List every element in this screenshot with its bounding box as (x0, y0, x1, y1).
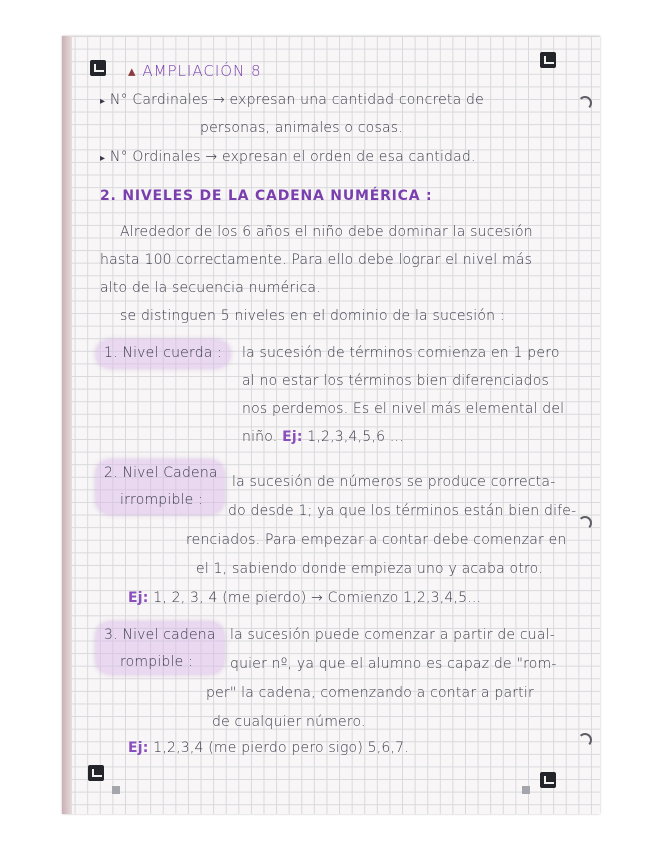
paragraph-line: hasta 100 correctamente. Para ello debe lograr el nivel más (100, 252, 533, 268)
example-prefix: Ej: (128, 590, 149, 606)
corner-mark-icon (540, 52, 556, 68)
level-label: 3. Nivel cadena (104, 627, 216, 643)
paragraph-line: se distinguen 5 niveles en el dominio de la sucesión : (120, 308, 505, 324)
example-prefix: Ej: (282, 429, 303, 445)
corner-dot-icon (522, 786, 530, 794)
paragraph-line: Alrededor de los 6 años el niño debe dominar la sucesión (120, 224, 533, 240)
example-text: 1,2,3,4,5,6 ... (307, 429, 404, 445)
list-item: ▸ N° Ordinales → expresan el orden de esa cantidad. (100, 149, 476, 165)
section-title: ▴ AMPLIACIÓN 8 (128, 62, 262, 80)
level-label: irrompible : (120, 492, 204, 508)
level-text-line: per" la cadena, comenzando a contar a partir (206, 685, 534, 701)
corner-mark-icon (540, 772, 556, 788)
binder-ring-icon (578, 733, 592, 747)
example-text: 1,2,3,4 (me pierdo pero sigo) 5,6,7. (153, 740, 409, 756)
example-prefix: Ej: (128, 740, 149, 756)
list-item: ▸ N° Cardinales → expresan una cantidad concreta de (100, 92, 484, 108)
example-line (128, 590, 481, 606)
corner-mark-icon (88, 765, 104, 781)
binder-ring-icon (578, 516, 592, 530)
corner-mark-icon (90, 60, 106, 76)
level-text-line: quier nº, ya que el alumno es capaz de "rom- (230, 656, 557, 672)
example-text: 1, 2, 3, 4 (me pierdo) → Comienzo 1,2,3,4,5... (153, 590, 482, 606)
level-text-line: niño. Ej: 1,2,3,4,5,6 ... (242, 429, 404, 445)
list-item-continuation: personas, animales o cosas. (200, 120, 403, 136)
level-text-line: do desde 1; ya que los términos están bien dife- (228, 503, 577, 519)
level-label: 1. Nivel cuerda : (104, 345, 223, 361)
level-text-line: al no estar los términos bien diferenciados (242, 373, 549, 389)
example-line (128, 740, 409, 756)
corner-dot-icon (112, 786, 120, 794)
level-text-line: renciados. Para empezar a contar debe comenzar en (186, 532, 567, 548)
binder-edge (62, 36, 72, 814)
warning-triangle-icon: ▴ (128, 62, 137, 80)
level-text-line: de cualquier número. (212, 714, 366, 730)
level-text-line: la sucesión de números se produce correcta- (232, 474, 556, 490)
paragraph-line: alto de la secuencia numérica. (100, 280, 321, 296)
binder-ring-icon (578, 96, 592, 110)
level-text-line: nos perdemos. Es el nivel más elemental del (242, 401, 565, 417)
level-text-line: el 1, sabiendo donde empieza uno y acaba otro. (196, 561, 543, 577)
section-heading: 2. NIVELES DE LA CADENA NUMÉRICA : (100, 188, 433, 204)
level-label: rompible : (120, 654, 193, 670)
level-text-line: la sucesión puede comenzar a partir de cual- (230, 627, 555, 643)
level-label: 2. Nivel Cadena (104, 465, 218, 481)
level-text-line: la sucesión de términos comienza en 1 pero (242, 345, 560, 361)
